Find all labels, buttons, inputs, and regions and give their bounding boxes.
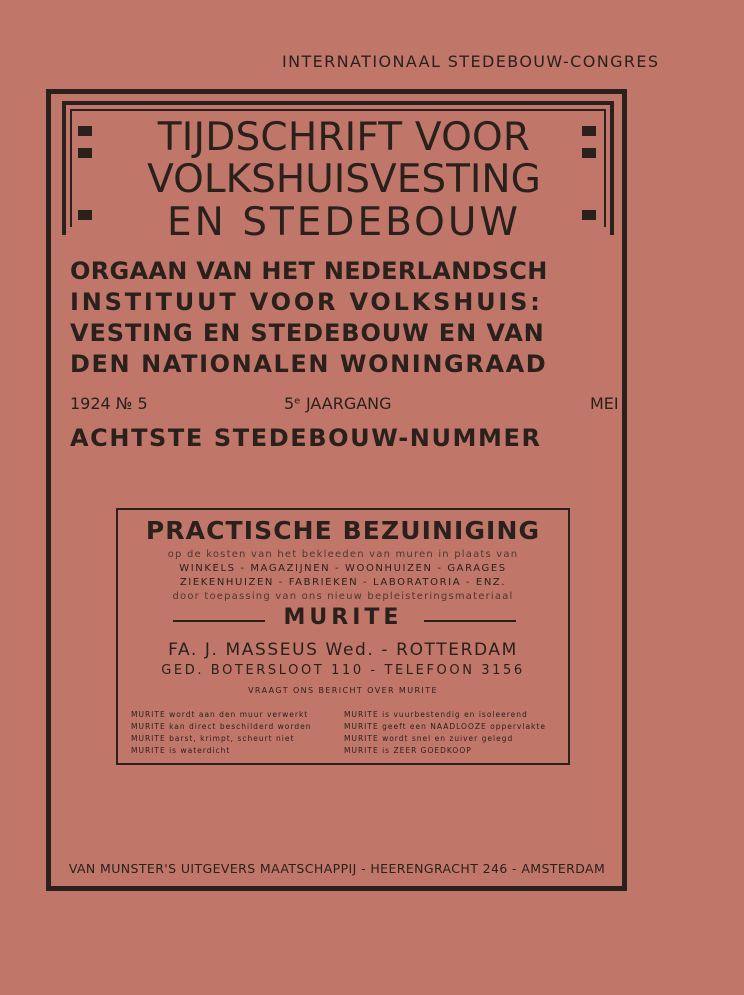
title-frame-top bbox=[62, 101, 614, 105]
ad-product-name: MURITE bbox=[283, 605, 403, 630]
ornament-bar bbox=[78, 126, 92, 136]
ad-feature: MURITE is waterdicht bbox=[131, 746, 231, 755]
title-frame-top-inner bbox=[70, 109, 606, 111]
ad-feature: MURITE wordt aan den muur verwerkt bbox=[131, 710, 309, 719]
ad-address: GED. BOTERSLOOT 110 - TELEFOON 3156 bbox=[161, 663, 525, 678]
ad-headline: PRACTISCHE BEZUINIGING bbox=[145, 516, 541, 545]
organ-line-3: VESTING EN STEDEBOUW EN VAN bbox=[70, 319, 545, 347]
organ-line-2: INSTITUUT VOOR VOLKSHUIS: bbox=[70, 288, 543, 316]
title-frame-left bbox=[62, 101, 66, 235]
ad-feature: MURITE barst, krimpt, scheurt niet bbox=[131, 734, 295, 743]
journal-title-line-1: TIJDSCHRIFT VOOR bbox=[157, 115, 531, 160]
ad-text-line: WINKELS - MAGAZIJNEN - WOONHUIZEN - GARAGES bbox=[179, 563, 507, 574]
ad-feature: MURITE is vuurbestendig en isoleerend bbox=[344, 710, 528, 719]
ad-text-line: op de kosten van het bekleeden van muren in plaats van bbox=[167, 549, 519, 560]
organ-line-4: DEN NATIONALEN WONINGRAAD bbox=[70, 350, 548, 378]
ad-feature: MURITE is ZEER GOEDKOOP bbox=[344, 746, 472, 755]
issue-year-number: 1924 № 5 bbox=[70, 394, 148, 413]
ad-text-line: ZIEKENHUIZEN - FABRIEKEN - LABORATORIA - ENZ. bbox=[179, 577, 507, 588]
ornament-bar bbox=[78, 148, 92, 158]
ad-text-line: door toepassing van ons nieuw bepleisteringsmateriaal bbox=[172, 591, 514, 602]
congress-header: INTERNATIONAAL STEDEBOUW-CONGRES bbox=[282, 52, 660, 71]
ad-firm: FA. J. MASSEUS Wed. - ROTTERDAM bbox=[168, 640, 518, 660]
issue-volume: 5ᵉ JAARGANG bbox=[284, 394, 392, 413]
ad-feature: MURITE wordt snel en zuiver gelegd bbox=[344, 734, 514, 743]
ad-feature: MURITE kan direct beschilderd worden bbox=[131, 722, 312, 731]
ornament-bar bbox=[78, 210, 92, 220]
special-issue-title: ACHTSTE STEDEBOUW-NUMMER bbox=[70, 424, 542, 452]
journal-title-line-2: VOLKSHUISVESTING bbox=[147, 157, 541, 202]
organ-line-1: ORGAAN VAN HET NEDERLANDSCH bbox=[70, 257, 548, 285]
title-frame-left-inner bbox=[70, 109, 72, 227]
publisher-line: VAN MUNSTER'S UITGEVERS MAATSCHAPPIJ - HEERENGRACHT 246 - AMSTERDAM bbox=[68, 861, 606, 876]
journal-title-line-3: EN STEDEBOUW bbox=[167, 200, 521, 245]
title-frame-right-inner bbox=[604, 109, 606, 227]
ad-feature: MURITE geeft een NAADLOOZE oppervlakte bbox=[344, 722, 546, 731]
issue-month: MEI bbox=[590, 394, 619, 413]
ad-request: VRAAGT ONS BERICHT OVER MURITE bbox=[248, 686, 438, 695]
title-frame-right bbox=[610, 101, 614, 235]
